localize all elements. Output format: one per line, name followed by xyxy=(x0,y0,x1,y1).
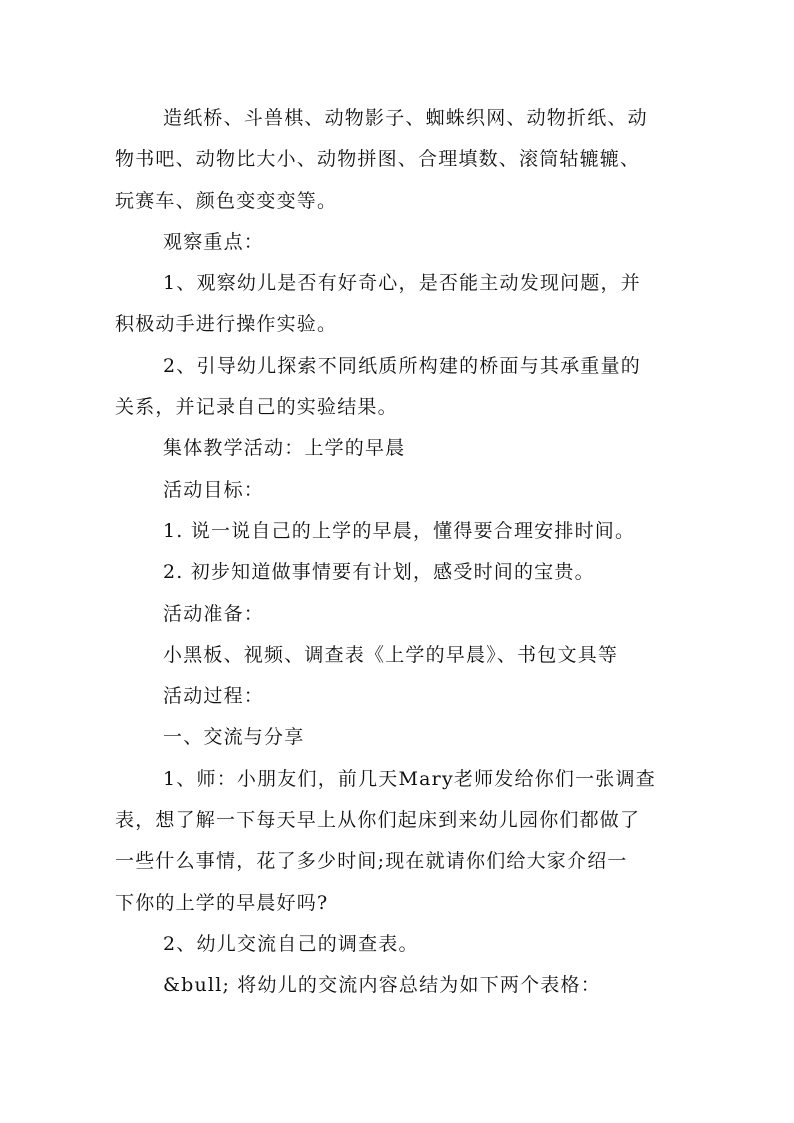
text-line: &bull; 将幼儿的交流内容总结为如下两个表格： xyxy=(163,974,601,997)
text-line: 活动目标： xyxy=(163,478,265,501)
text-line: 2. 初步知道做事情要有计划，感受时间的宝贵。 xyxy=(163,561,595,584)
text-line: 1、师：小朋友们，前几天Mary老师发给你们一张调查 xyxy=(163,767,656,790)
text-line: 一、交流与分享 xyxy=(163,726,305,749)
text-line: 玩赛车、颜色变变变等。 xyxy=(115,189,338,212)
text-line: 小黑板、视频、调查表《上学的早晨》、书包文具等 xyxy=(163,643,619,666)
text-line: 1. 说一说自己的上学的早晨，懂得要合理安排时间。 xyxy=(163,519,636,542)
text-line: 2、幼儿交流自己的调查表。 xyxy=(163,932,419,955)
text-line: 造纸桥、斗兽棋、动物影子、蜘蛛织网、动物折纸、动 xyxy=(163,107,648,129)
text-line: 集体教学活动：上学的早晨 xyxy=(163,437,406,460)
text-line: 物书吧、动物比大小、动物拼图、合理填数、滚筒轱辘辘、 xyxy=(115,148,641,171)
text-line: 活动准备： xyxy=(163,602,265,625)
text-line: 积极动手进行操作实验。 xyxy=(115,313,338,336)
text-line: 表，想了解一下每天早上从你们起床到来幼儿园你们都做了 xyxy=(115,809,641,832)
text-line: 活动过程： xyxy=(163,685,265,708)
text-line: 关系，并记录自己的实验结果。 xyxy=(115,396,398,419)
text-line: 2、引导幼儿探索不同纸质所构建的桥面与其承重量的 xyxy=(163,354,641,377)
document-body xyxy=(115,98,695,1007)
text-line: 观察重点： xyxy=(163,230,265,253)
text-line: 一些什么事情，花了多少时间;现在就请你们给大家介绍一 xyxy=(115,850,628,873)
text-line: 1、观察幼儿是否有好奇心，是否能主动发现问题，并 xyxy=(163,272,641,295)
text-line: 下你的上学的早晨好吗? xyxy=(115,891,329,914)
